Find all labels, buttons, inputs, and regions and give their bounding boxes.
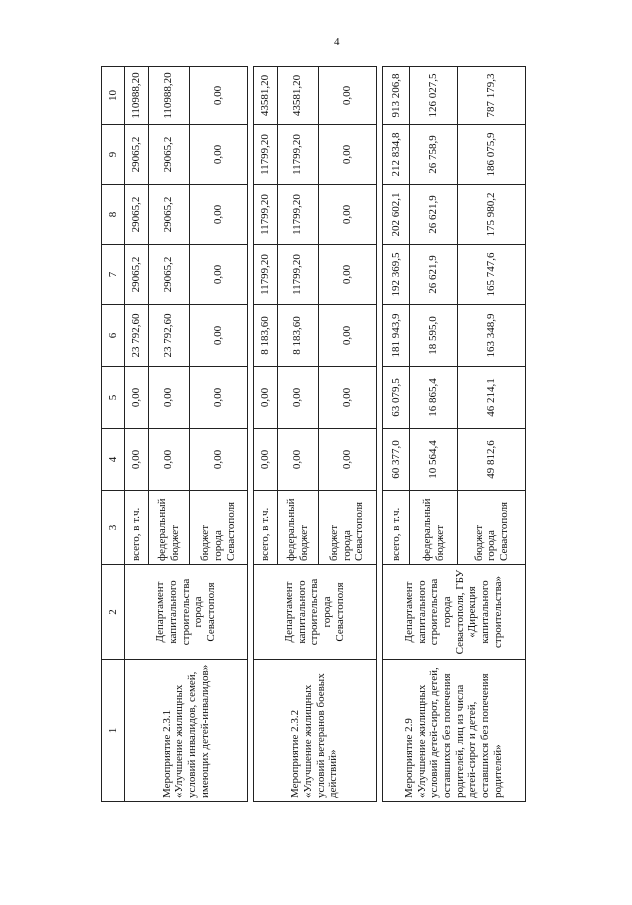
value-cell: 202 602,1 (382, 185, 410, 245)
value-cell: 23 792,60 (125, 305, 149, 367)
source-cell: всего, в т.ч. (382, 491, 410, 565)
value-cell: 26 621,9 (410, 185, 458, 245)
executor-cell: Департамент капитального строительства города Севастополя (125, 565, 248, 660)
value-cell: 29065,2 (148, 125, 189, 185)
value-cell: 43581,20 (277, 67, 318, 125)
value-cell: 29065,2 (125, 245, 149, 305)
column-number: 10 (102, 67, 125, 125)
value-cell: 126 027,5 (410, 67, 458, 125)
source-cell: всего, в т.ч. (253, 491, 277, 565)
value-cell: 0,00 (125, 429, 149, 491)
value-cell: 11799,20 (253, 245, 277, 305)
value-cell: 46 214,1 (458, 367, 526, 429)
value-cell: 29065,2 (125, 125, 149, 185)
value-cell: 192 369,5 (382, 245, 410, 305)
column-number: 2 (102, 565, 125, 660)
value-cell: 18 595,0 (410, 305, 458, 367)
table-row (125, 67, 149, 802)
value-cell: 110988,20 (148, 67, 189, 125)
source-cell: бюджет города Севастополя (189, 491, 247, 565)
value-cell: 0,00 (189, 125, 247, 185)
rotated-table-sheet (101, 67, 526, 802)
value-cell: 0,00 (253, 429, 277, 491)
measure-cell: Мероприятие 2.3.1 «Улучшение жилищных условий инвалидов, семей, имеющих детей-инвалидов» (125, 660, 248, 802)
column-number: 9 (102, 125, 125, 185)
source-cell: федеральный бюджет (277, 491, 318, 565)
value-cell: 0,00 (318, 67, 376, 125)
value-cell: 0,00 (189, 245, 247, 305)
value-cell: 29065,2 (125, 185, 149, 245)
value-cell: 11799,20 (277, 185, 318, 245)
value-cell: 8 183,60 (277, 305, 318, 367)
value-cell: 0,00 (148, 429, 189, 491)
value-cell: 181 943,9 (382, 305, 410, 367)
executor-cell: Департамент капитального строительства города Севастополя (253, 565, 376, 660)
value-cell: 165 747,6 (458, 245, 526, 305)
value-cell: 0,00 (189, 185, 247, 245)
page-number: 4 (334, 36, 340, 48)
value-cell: 0,00 (189, 305, 247, 367)
column-number: 3 (102, 491, 125, 565)
value-cell: 63 079,5 (382, 367, 410, 429)
value-cell: 0,00 (318, 305, 376, 367)
value-cell: 26 758,9 (410, 125, 458, 185)
measure-cell: Мероприятие 2.9 «Улучшение жилищных условий детей-сирот, детей, оставшихся без попечения родителей, лиц из числа детей-сирот и детей, оставшихся без попечения родителей» (382, 660, 526, 802)
column-number: 8 (102, 185, 125, 245)
column-number: 4 (102, 429, 125, 491)
table-row (253, 67, 277, 802)
value-cell: 11799,20 (277, 125, 318, 185)
value-cell: 43581,20 (253, 67, 277, 125)
table-row (382, 67, 410, 802)
value-cell: 0,00 (277, 429, 318, 491)
value-cell: 0,00 (277, 367, 318, 429)
value-cell: 11799,20 (253, 125, 277, 185)
value-cell: 0,00 (318, 429, 376, 491)
budget-table (101, 66, 526, 802)
value-cell: 110988,20 (125, 67, 149, 125)
value-cell: 29065,2 (148, 185, 189, 245)
value-cell: 0,00 (125, 367, 149, 429)
column-number: 5 (102, 367, 125, 429)
value-cell: 49 812,6 (458, 429, 526, 491)
measure-cell: Мероприятие 2.3.2 «Улучшение жилищных условий ветеранов боевых действий» (253, 660, 376, 802)
column-number: 7 (102, 245, 125, 305)
value-cell: 11799,20 (277, 245, 318, 305)
value-cell: 29065,2 (148, 245, 189, 305)
value-cell: 175 980,2 (458, 185, 526, 245)
value-cell: 60 377,0 (382, 429, 410, 491)
value-cell: 0,00 (318, 125, 376, 185)
source-cell: бюджет города Севастополя (318, 491, 376, 565)
value-cell: 23 792,60 (148, 305, 189, 367)
value-cell: 26 621,9 (410, 245, 458, 305)
value-cell: 0,00 (253, 367, 277, 429)
value-cell: 0,00 (189, 67, 247, 125)
column-number: 1 (102, 660, 125, 802)
value-cell: 0,00 (318, 367, 376, 429)
value-cell: 10 564,4 (410, 429, 458, 491)
column-number-row (102, 67, 125, 802)
source-cell: федеральный бюджет (148, 491, 189, 565)
column-number: 6 (102, 305, 125, 367)
value-cell: 0,00 (148, 367, 189, 429)
executor-cell: Департамент капитального строительства города Севастополя, ГБУ «Дирекция капитального строительства» (382, 565, 526, 660)
value-cell: 0,00 (189, 367, 247, 429)
value-cell: 212 834,8 (382, 125, 410, 185)
value-cell: 0,00 (318, 185, 376, 245)
value-cell: 11799,20 (253, 185, 277, 245)
value-cell: 913 206,8 (382, 67, 410, 125)
value-cell: 787 179,3 (458, 67, 526, 125)
value-cell: 16 865,4 (410, 367, 458, 429)
source-cell: бюджет города Севастополя (458, 491, 526, 565)
value-cell: 186 075,9 (458, 125, 526, 185)
source-cell: федеральный бюджет (410, 491, 458, 565)
value-cell: 0,00 (189, 429, 247, 491)
source-cell: всего, в т.ч. (125, 491, 149, 565)
value-cell: 8 183,60 (253, 305, 277, 367)
value-cell: 0,00 (318, 245, 376, 305)
value-cell: 163 348,9 (458, 305, 526, 367)
